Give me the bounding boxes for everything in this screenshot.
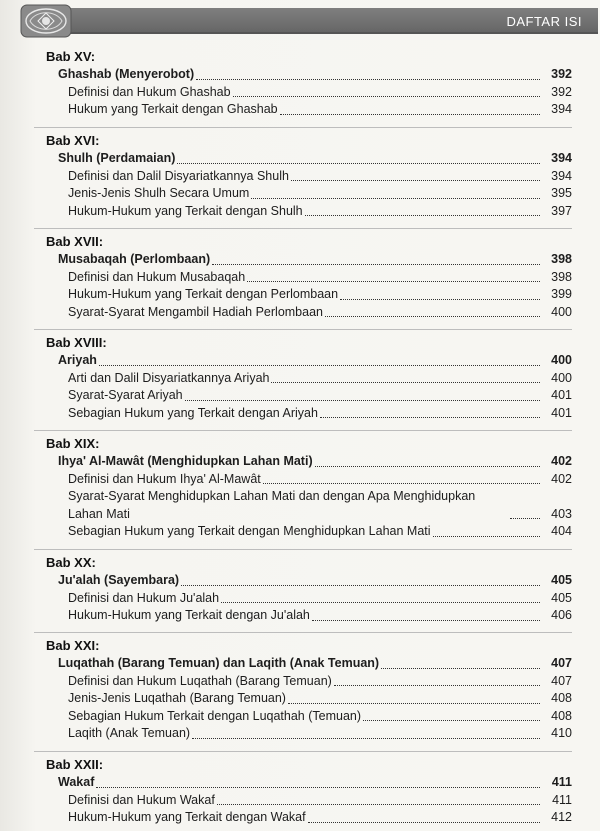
entry-title: Ju'alah (Sayembara) — [58, 573, 180, 587]
entry-title: Hukum-Hukum yang Terkait dengan Wakaf — [68, 810, 306, 824]
leader-dots — [433, 536, 540, 537]
page-number: 407 — [551, 673, 572, 688]
leader-dots — [325, 316, 540, 317]
chapter-label: Bab XVI: — [46, 133, 100, 148]
page-number: 394 — [551, 102, 572, 116]
leader-dots — [181, 585, 540, 586]
chapter — [34, 48, 572, 127]
toc-entry[interactable] — [68, 792, 572, 810]
page-number: 402 — [551, 471, 572, 486]
leader-dots — [263, 483, 540, 484]
chapter-label: Bab XVIII: — [46, 335, 107, 350]
page-number: 405 — [551, 573, 572, 587]
page-number: 407 — [551, 656, 572, 670]
toc-entry[interactable] — [68, 607, 572, 625]
chapter-label: Bab XV: — [46, 49, 96, 64]
leader-dots — [280, 114, 540, 115]
page-number: 394 — [551, 168, 572, 183]
entry-title: Definisi dan Dalil Disyariatkannya Shulh — [68, 168, 289, 183]
leader-dots — [334, 685, 540, 686]
leader-dots — [196, 79, 540, 80]
chapter-label: Bab XXI: — [46, 638, 100, 653]
toc-entry[interactable] — [68, 673, 572, 691]
page-number: 405 — [551, 590, 572, 605]
entry-title: Hukum-Hukum yang Terkait dengan Perlombaan — [68, 287, 339, 301]
entry-title: Definisi dan Hukum Ghashab — [68, 84, 231, 99]
toc-entry-main[interactable] — [58, 66, 572, 84]
toc-entry[interactable] — [68, 809, 572, 827]
toc-entry[interactable] — [68, 185, 572, 203]
toc-entry[interactable] — [68, 708, 572, 726]
entry-title: Hukum-Hukum yang Terkait dengan Ju'alah — [68, 608, 310, 622]
page-number: 406 — [551, 608, 572, 622]
page-number: 400 — [551, 304, 572, 319]
page-number: 401 — [551, 388, 572, 402]
chapter — [34, 752, 572, 830]
page-number: 395 — [551, 186, 572, 200]
toc-entry[interactable] — [68, 488, 572, 523]
toc-entry-main[interactable] — [58, 150, 572, 168]
leader-dots — [315, 466, 540, 467]
chapter — [34, 330, 572, 430]
entry-title: Definisi dan Hukum Ihya' Al-Mawât — [68, 471, 261, 486]
toc-entry[interactable] — [68, 725, 572, 743]
entry-title: Syarat-Syarat Menghidupkan Lahan Mati dan dengan Apa Menghidupkan Lahan Mati — [68, 489, 476, 521]
leader-dots — [217, 804, 540, 805]
chapter-label: Bab XX: — [46, 555, 96, 570]
toc-entry[interactable] — [68, 387, 572, 405]
toc-entry-main[interactable] — [58, 572, 572, 590]
page-number: 411 — [552, 792, 572, 807]
leader-dots — [96, 787, 540, 788]
entry-title: Definisi dan Hukum Luqathah (Barang Temuan) — [68, 673, 332, 688]
toc-entry[interactable] — [68, 523, 572, 541]
chapter — [34, 229, 572, 329]
page-number: 397 — [551, 203, 572, 218]
chapter-label: Bab XVII: — [46, 234, 104, 249]
leader-dots — [363, 720, 540, 721]
leader-dots — [177, 163, 540, 164]
entry-title: Definisi dan Hukum Musabaqah — [68, 269, 246, 284]
leader-dots — [99, 365, 540, 366]
entry-title: Sebagian Hukum yang Terkait dengan Ariyah — [68, 405, 318, 420]
page-number: 398 — [551, 269, 572, 284]
chapter — [34, 431, 572, 549]
toc-entry[interactable] — [68, 203, 572, 221]
entry-title: Musabaqah (Perlombaan) — [58, 252, 211, 266]
leader-dots — [312, 620, 540, 621]
toc-entry[interactable] — [68, 269, 572, 287]
toc-entry[interactable] — [68, 590, 572, 608]
entry-title: Sebagian Hukum Terkait dengan Luqathah (Temuan) — [68, 708, 362, 723]
toc-entry[interactable] — [68, 286, 572, 304]
page-number: 400 — [551, 353, 572, 367]
page-number: 404 — [551, 524, 572, 538]
toc-entry-main[interactable] — [58, 774, 572, 792]
entry-title: Hukum yang Terkait dengan Ghashab — [68, 102, 278, 116]
entry-title: Hukum-Hukum yang Terkait dengan Shulh — [68, 203, 303, 218]
leader-dots — [510, 518, 540, 519]
chapter — [34, 550, 572, 632]
toc-entry[interactable] — [68, 405, 572, 423]
leader-dots — [233, 96, 540, 97]
leader-dots — [291, 180, 540, 181]
leader-dots — [185, 400, 540, 401]
entry-title: Ihya' Al-Mawât (Menghidupkan Lahan Mati) — [58, 454, 313, 468]
table-of-contents — [34, 48, 572, 830]
chapter — [34, 128, 572, 228]
entry-title: Laqith (Anak Temuan) — [68, 726, 191, 740]
page-number: 399 — [551, 287, 572, 301]
page-number: 394 — [551, 151, 572, 165]
page-number: 403 — [551, 506, 572, 521]
leader-dots — [247, 281, 540, 282]
toc-entry-main[interactable] — [58, 655, 572, 673]
page-header — [20, 4, 598, 40]
page-number: 408 — [551, 708, 572, 723]
chapter — [34, 633, 572, 751]
leader-dots — [251, 198, 540, 199]
toc-entry[interactable] — [68, 690, 572, 708]
page-number: 408 — [551, 691, 572, 705]
toc-entry[interactable] — [68, 101, 572, 119]
ornament-icon — [20, 4, 72, 38]
page-number: 411 — [551, 775, 572, 789]
page-number: 412 — [551, 810, 572, 824]
leader-dots — [308, 822, 540, 823]
leader-dots — [340, 299, 540, 300]
page-number: 401 — [551, 405, 572, 420]
leader-dots — [271, 382, 540, 383]
leader-dots — [288, 703, 540, 704]
leader-dots — [192, 738, 540, 739]
toc-entry[interactable] — [68, 304, 572, 322]
entry-title: Definisi dan Hukum Wakaf — [68, 792, 215, 807]
leader-dots — [381, 668, 540, 669]
toc-entry-main[interactable] — [58, 251, 572, 269]
entry-title: Wakaf — [58, 775, 95, 789]
entry-title: Syarat-Syarat Ariyah — [68, 388, 183, 402]
entry-title: Ghashab (Menyerobot) — [58, 67, 195, 81]
toc-entry[interactable] — [68, 168, 572, 186]
leader-dots — [305, 215, 540, 216]
entry-title: Syarat-Syarat Mengambil Hadiah Perlombaan — [68, 304, 323, 319]
chapter-label: Bab XXII: — [46, 757, 104, 772]
page-number: 398 — [551, 252, 572, 266]
entry-title: Sebagian Hukum yang Terkait dengan Menghidupkan Lahan Mati — [68, 524, 431, 538]
entry-title: Jenis-Jenis Shulh Secara Umum — [68, 186, 250, 200]
entry-title: Jenis-Jenis Luqathah (Barang Temuan) — [68, 691, 286, 705]
leader-dots — [212, 264, 540, 265]
toc-entry[interactable] — [68, 370, 572, 388]
toc-entry-main[interactable] — [58, 453, 572, 471]
page-number: 392 — [551, 67, 572, 81]
entry-title: Shulh (Perdamaian) — [58, 151, 176, 165]
entry-title: Ariyah — [58, 353, 97, 367]
entry-title: Definisi dan Hukum Ju'alah — [68, 590, 220, 605]
leader-dots — [221, 602, 540, 603]
header-title: DAFTAR ISI — [506, 14, 582, 29]
entry-title: Arti dan Dalil Disyariatkannya Ariyah — [68, 370, 270, 385]
page-number: 410 — [551, 726, 572, 740]
page-number: 402 — [551, 454, 572, 468]
leader-dots — [320, 417, 540, 418]
chapter-label: Bab XIX: — [46, 436, 100, 451]
page-number: 400 — [551, 370, 572, 385]
toc-entry-main[interactable] — [58, 352, 572, 370]
toc-entry[interactable] — [68, 471, 572, 489]
page-number: 392 — [551, 84, 572, 99]
entry-title: Luqathah (Barang Temuan) dan Laqith (Anak Temuan) — [58, 656, 380, 670]
toc-entry[interactable] — [68, 84, 572, 102]
